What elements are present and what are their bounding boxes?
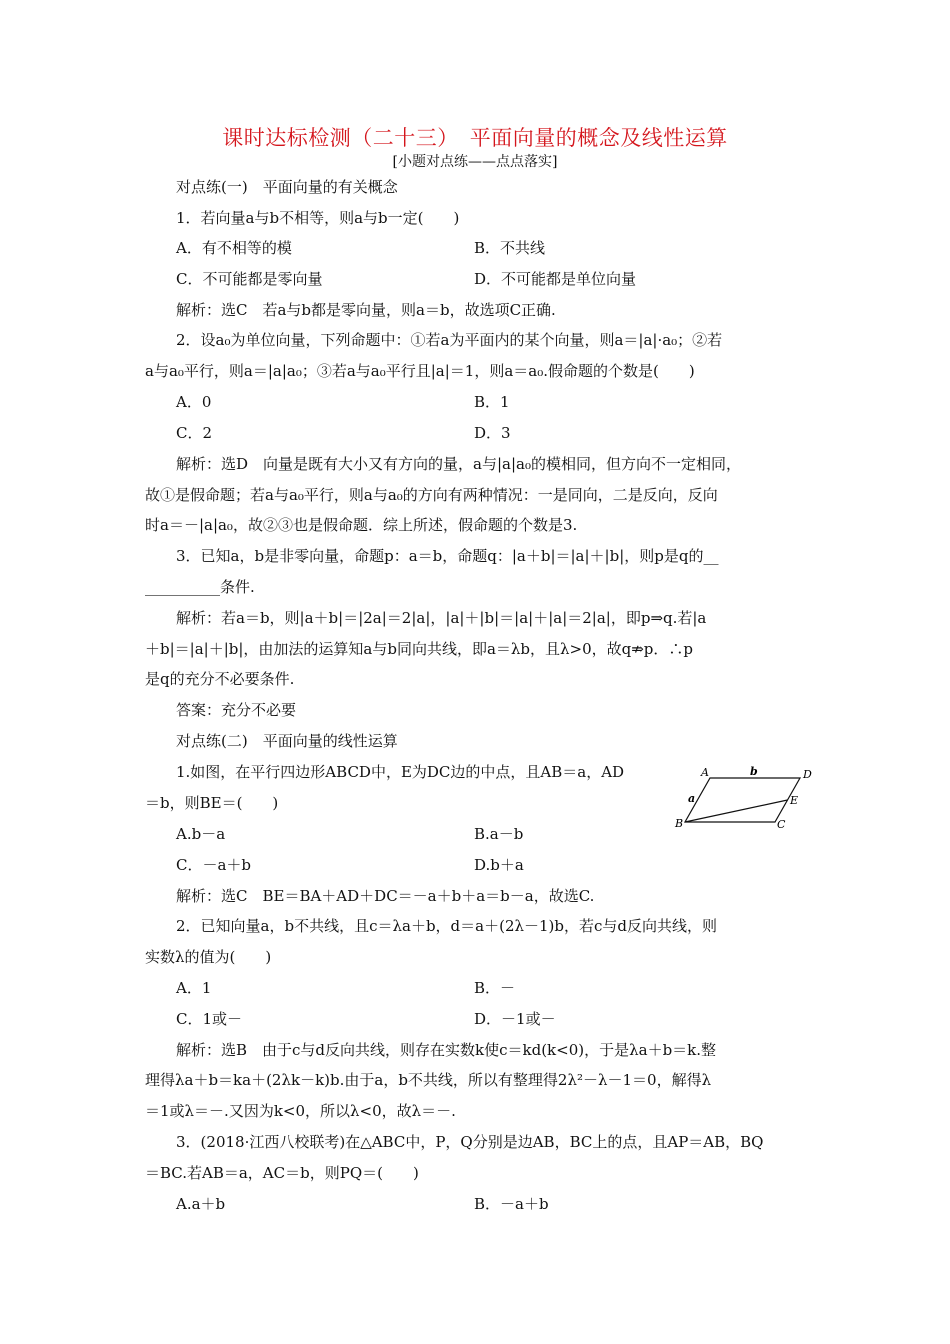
option-c: C．－a＋b (176, 856, 252, 874)
option-c: C．不可能都是零向量 (176, 270, 323, 288)
question-text: __________条件. (145, 578, 255, 596)
option-a: A.a＋b (176, 1195, 226, 1213)
option-b: B.a－b (474, 825, 524, 843)
solution-text: 故①是假命题；若a与a₀平行，则a与a₀的方向有两种情况：一是同向，二是反向，反向 (145, 486, 718, 504)
solution-text: 解析：选D 向量是既有大小又有方向的量，a与|a|a₀的模相同，但方向不一定相同， (176, 455, 741, 473)
label-a-vector: a (688, 792, 696, 805)
label-a-point: A (701, 766, 709, 779)
label-b-vector: b (750, 765, 758, 778)
question-text: ＝BC.若AB＝a，AC＝b，则PQ＝( ) (145, 1164, 419, 1182)
option-d: D．不可能都是单位向量 (474, 270, 637, 288)
option-c: C．1或－ (176, 1010, 243, 1028)
solution-text: 解析：选C 若a与b都是零向量，则a＝b，故选项C正确. (176, 301, 556, 319)
option-c: C．2 (176, 424, 213, 442)
question-text: 3．已知a，b是非零向量，命题p：a＝b，命题q：|a＋b|＝|a|＋|b|，则p是q的__ (176, 547, 719, 565)
label-b-point: B (675, 817, 684, 830)
segment-be (685, 800, 788, 822)
solution-text: 解析：若a＝b，则|a＋b|＝|2a|＝2|a|，|a|＋|b|＝|a|＋|a|＝2|a|，即p⇒q.若|a (176, 609, 707, 627)
question-text: 1.如图，在平行四边形ABCD中，E为DC边的中点，且AB＝a，AD (176, 763, 625, 781)
question-text: 1．若向量a与b不相等，则a与b一定( ) (176, 209, 460, 227)
option-b: B．－a＋b (474, 1195, 549, 1213)
label-c-point: C (777, 818, 786, 830)
option-b: B．1 (474, 393, 510, 411)
document-title: 课时达标检测（二十三） 平面向量的概念及线性运算 (222, 126, 728, 150)
question-text: 2．设a₀为单位向量，下列命题中：①若a为平面内的某个向量，则a＝|a|·a₀；②若 (176, 331, 723, 349)
label-e-point: E (790, 794, 799, 807)
section-heading: 对点练(二) 平面向量的线性运算 (176, 732, 398, 750)
answer-text: 答案：充分不必要 (176, 701, 297, 719)
solution-text: 是q的充分不必要条件. (145, 670, 295, 688)
solution-text: 解析：选B 由于c与d反向共线，则存在实数k使c＝kd(k<0)，于是λa＋b＝k.整 (176, 1041, 717, 1059)
option-a: A.b－a (176, 825, 226, 843)
question-text: 3．(2018·江西八校联考)在△ABC中，P，Q分别是边AB，BC上的点，且AP＝AB，BQ (176, 1133, 764, 1151)
option-a: A．0 (176, 393, 212, 411)
parallelogram-figure (670, 764, 820, 830)
option-b: B．不共线 (474, 239, 546, 257)
solution-text: ＝1或λ＝－.又因为k<0，所以λ<0，故λ＝－. (145, 1102, 456, 1120)
option-b: B．－ (474, 979, 516, 997)
option-d: D．－1或－ (474, 1010, 556, 1028)
question-text: a与a₀平行，则a＝|a|a₀；③若a与a₀平行且|a|＝1，则a＝a₀.假命题的个数是( ) (145, 362, 695, 380)
option-d: D．3 (474, 424, 511, 442)
document-subtitle: [小题对点练——点点落实] (392, 154, 558, 170)
solution-text: ＋b|＝|a|＋|b|，由加法的运算知a与b同向共线，即a＝λb，且λ>0，故q⇏p．∴p (145, 640, 694, 658)
question-text: ＝b，则BE＝( ) (145, 794, 279, 812)
question-text: 实数λ的值为( ) (145, 948, 272, 966)
solution-text: 理得λa＋b＝ka＋(2λk－k)b.由于a，b不共线，所以有整理得2λ²－λ－1＝0，解得λ (145, 1071, 712, 1089)
solution-text: 解析：选C BE＝BA＋AD＋DC＝－a＋b＋a＝b－a，故选C. (176, 887, 595, 905)
solution-text: 时a＝－|a|a₀，故②③也是假命题．综上所述，假命题的个数是3. (145, 516, 578, 534)
question-text: 2．已知向量a，b不共线，且c＝λa＋b，d＝a＋(2λ－1)b，若c与d反向共线，则 (176, 917, 717, 935)
option-a: A．1 (176, 979, 212, 997)
option-d: D.b＋a (474, 856, 524, 874)
label-d-point: D (803, 768, 812, 781)
parallelogram-shape (685, 778, 800, 822)
section-heading: 对点练(一) 平面向量的有关概念 (176, 178, 398, 196)
option-a: A．有不相等的模 (176, 239, 292, 257)
